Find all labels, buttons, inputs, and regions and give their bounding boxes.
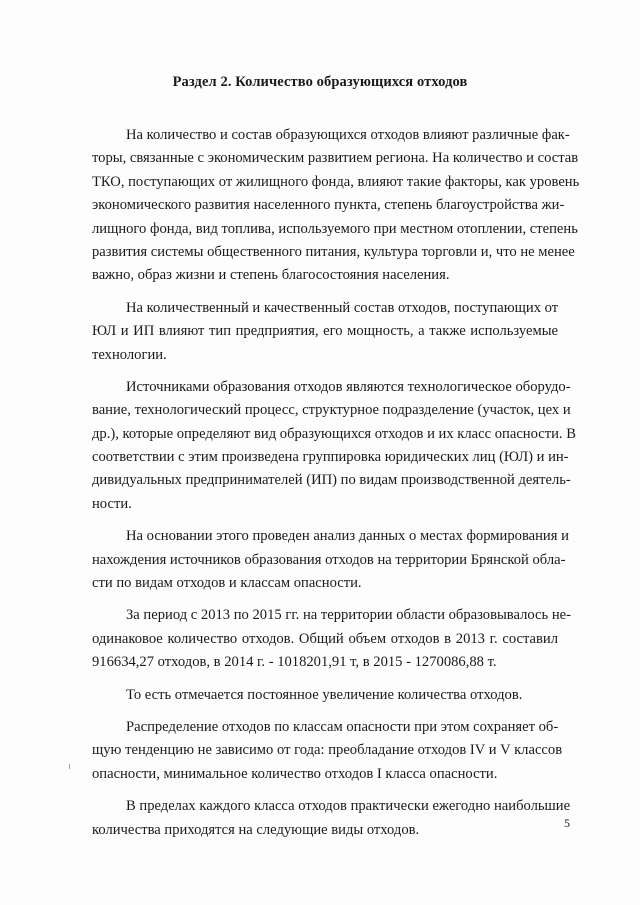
text-line: одинаковое количество отходов. Общий объем отходов в 2013 г. составил xyxy=(92,630,558,647)
paragraph-5 xyxy=(92,604,571,674)
text-line: В пределах каждого класса отходов практически ежегодно наибольшие xyxy=(126,798,571,815)
text-line: Распределение отходов по классам опасности при этом сохраняет об- xyxy=(126,718,559,735)
text-line: важно, образ жизни и степень благосостояния населения. xyxy=(92,267,450,284)
paragraph-3 xyxy=(92,376,576,516)
text-line: развития системы общественного питания, культура торговли и, что не менее xyxy=(92,243,575,260)
text-line: За период с 2013 по 2015 гг. на территории области образовывалось не- xyxy=(126,607,571,624)
text-line: вание, технологический процесс, структурное подразделение (участок, цех и xyxy=(92,402,571,419)
section-heading: Раздел 2. Количество образующихся отходов xyxy=(172,74,468,90)
text-line: ности. xyxy=(92,495,132,512)
text-line: экономического развития населенного пункта, степень благоустройства жи- xyxy=(92,197,565,214)
paragraph-4 xyxy=(92,525,569,595)
paragraph-8 xyxy=(92,795,571,842)
page-number: 5 xyxy=(564,816,570,830)
text-line: На количественный и качественный состав отходов, поступающих от xyxy=(126,299,559,316)
body-text xyxy=(92,124,580,842)
text-line: нахождения источников образования отходов на территории Брянской обла- xyxy=(92,551,566,568)
text-line: щую тенденцию не зависимо от года: преобладание отходов IV и V классов xyxy=(92,742,563,759)
scan-mark xyxy=(69,764,70,769)
paragraph-7 xyxy=(92,716,563,786)
text-line: На количество и состав образующихся отходов влияют различные фак- xyxy=(126,127,570,143)
text-line: ТКО, поступающих от жилищного фонда, влияют такие факторы, как уровень xyxy=(92,173,580,190)
text-line: технологии. xyxy=(92,346,167,363)
text-line: лищного фонда, вид топлива, используемого при местном отоплении, степень xyxy=(92,220,578,237)
paragraph-1 xyxy=(92,124,580,288)
text-line: торы, связанные с экономическим развитием региона. На количество и состав xyxy=(92,150,579,167)
text-line: соответствии с этим произведена группировка юридических лиц (ЮЛ) и ин- xyxy=(92,449,569,466)
text-line: сти по видам отходов и классам опасности. xyxy=(92,575,362,592)
paragraph-6 xyxy=(92,684,558,707)
paragraph-2 xyxy=(92,297,558,367)
text-line: 916634,27 отходов, в 2014 г. - 1018201,91 т, в 2015 - 1270086,88 т. xyxy=(92,654,497,671)
text-line: ЮЛ и ИП влияют тип предприятия, его мощность, а также используемые xyxy=(92,323,558,340)
text-line: дивидуальных предпринимателей (ИП) по видам производственной деятель- xyxy=(92,472,571,489)
text-line: На основании этого проведен анализ данных о местах формирования и xyxy=(126,528,569,545)
text-line: опасности, минимальное количество отходов I класса опасности. xyxy=(92,765,498,782)
text-line: др.), которые определяют вид образующихся отходов и их класс опасности. В xyxy=(92,425,576,442)
text-line: То есть отмечается постоянное увеличение количества отходов. xyxy=(126,686,523,703)
text-line: Источниками образования отходов являются технологическое оборудо- xyxy=(126,378,571,395)
text-line: количества приходятся на следующие виды отходов. xyxy=(92,821,420,838)
